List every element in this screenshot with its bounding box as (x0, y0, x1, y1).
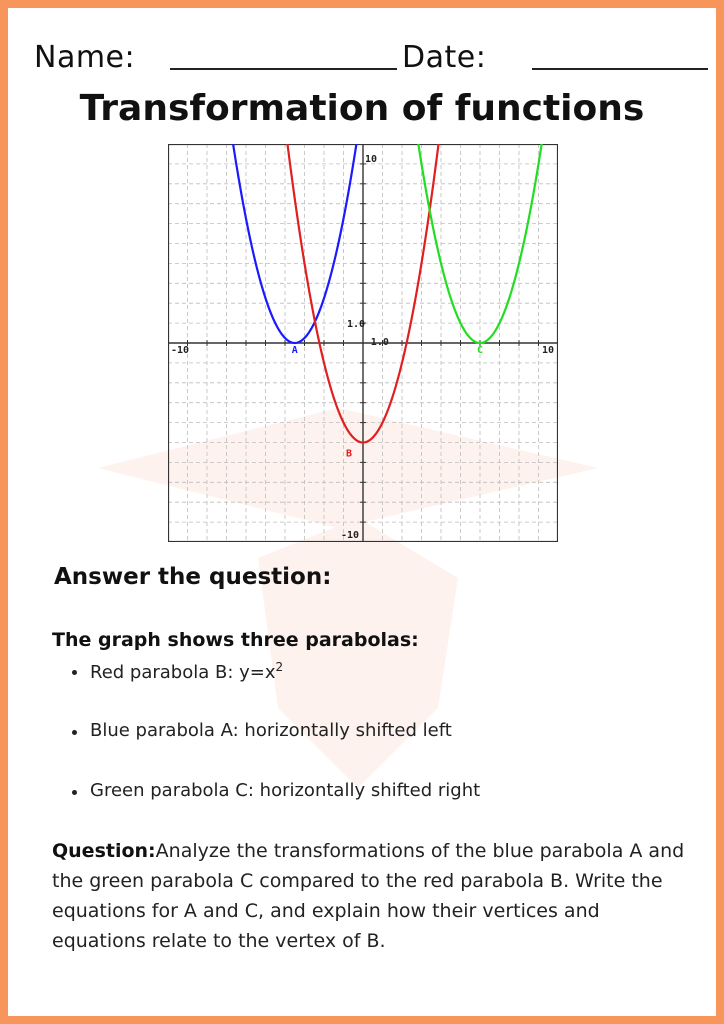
bullet-text: Green parabola C: horizontally shifted right (90, 780, 481, 801)
y-max-label: 10 (365, 154, 378, 165)
question-label: Question: (52, 840, 156, 862)
question-paragraph (52, 836, 692, 956)
x-min-label: -10 (171, 345, 190, 356)
list-item (70, 720, 670, 780)
question-text: Analyze the transformations of the blue parabola A and the green parabola C compared to the red parabola B. Write the equations for A and C, and explain how their vertices and equations relate to the vertex of B. (52, 840, 685, 952)
bullet-icon (72, 790, 77, 795)
list-item (70, 780, 670, 840)
parabola-a-label: A (291, 345, 298, 356)
y-unit-label: 1.0 (347, 319, 366, 331)
bullet-text: Red parabola B: y=x (90, 662, 276, 683)
date-field-line[interactable] (532, 68, 708, 70)
list-item (70, 660, 670, 720)
date-label: Date: (402, 40, 487, 75)
parabola-list (70, 660, 670, 840)
y-min-label: -10 (341, 530, 360, 541)
intro-text: The graph shows three parabolas: (52, 629, 419, 651)
graph-svg (168, 144, 558, 542)
parabola-b-label: B (346, 448, 353, 460)
x-max-label: 10 (542, 345, 555, 356)
bullet-icon (72, 730, 77, 735)
bullet-text: Blue parabola A: horizontally shifted left (90, 720, 452, 741)
parabola-graph (168, 144, 558, 542)
x-unit-label: 1.0 (370, 337, 389, 348)
name-field-line[interactable] (170, 68, 397, 70)
bullet-superscript: 2 (275, 660, 284, 674)
parabola-c-label: C (477, 345, 484, 356)
worksheet-page (8, 8, 716, 1016)
header-row (32, 40, 712, 80)
name-label: Name: (34, 40, 136, 75)
graph-curves (232, 144, 542, 443)
page-title: Transformation of functions (79, 88, 645, 129)
bullet-icon (72, 670, 77, 675)
section-heading: Answer the question: (54, 564, 332, 590)
